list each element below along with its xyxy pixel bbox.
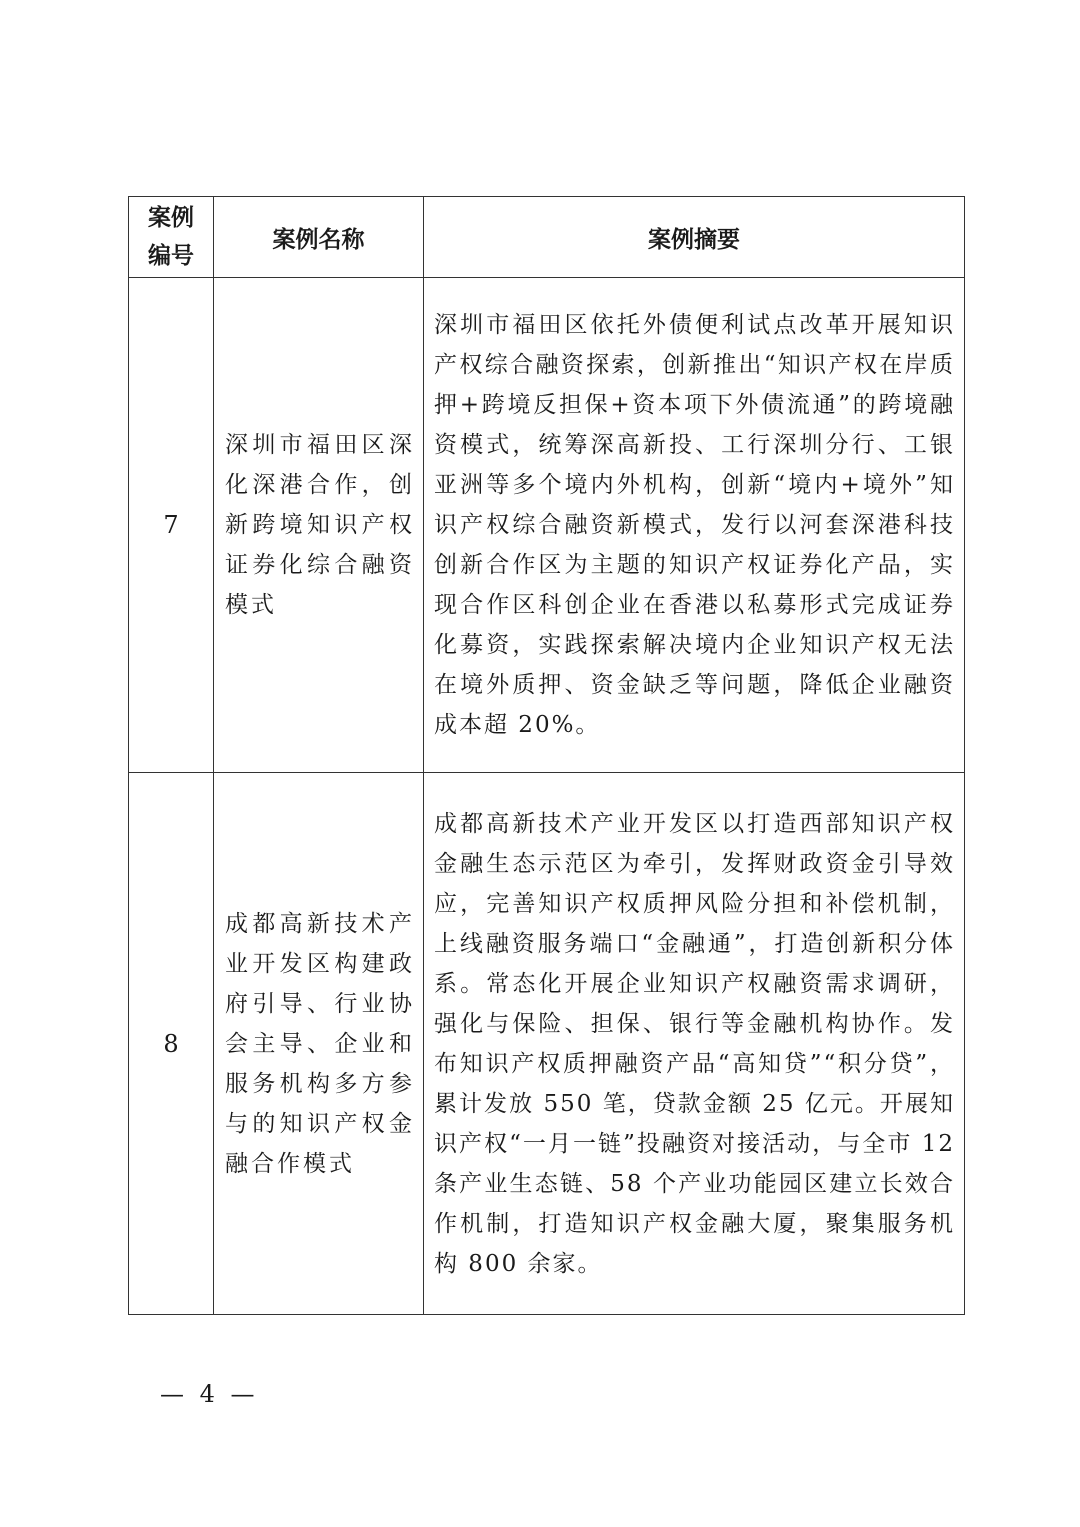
- table-header-row: [129, 197, 965, 278]
- case-summary-cell: 深圳市福田区依托外债便利试点改革开展知识产权综合融资探索，创新推出“知识产权在岸质押+跨境反担保+资本项下外债流通”的跨境融资模式，统筹深高新投、工行深圳分行、工银亚洲等多个境内外机构，创新“境内+境外”知识产权综合融资新模式，发行以河套深港科技创新合作区为主题的知识产权证券化产品，实现合作区科创企业在香港以私募形式完成证券化募资，实践探索解决境内企业知识产权无法在境外质押、资金缺乏等问题，降低企业融资成本超 20%。: [424, 278, 965, 773]
- case-table: [128, 196, 965, 1315]
- case-summary-cell: 成都高新技术产业开发区以打造西部知识产权金融生态示范区为牵引，发挥财政资金引导效应，完善知识产权质押风险分担和补偿机制，上线融资服务端口“金融通”，打造创新积分体系。常态化开展企业知识产权融资需求调研，强化与保险、担保、银行等金融机构协作。发布知识产权质押融资产品“高知贷”“积分贷”，累计发放 550 笔，贷款金额 25 亿元。开展知识产权“一月一链”投融资对接活动，与全市 12 条产业生态链、58 个产业功能园区建立长效合作机制，打造知识产权金融大厦，聚集服务机构 800 余家。: [424, 773, 965, 1315]
- table-row: [129, 278, 965, 773]
- page-number: — 4 —: [160, 1380, 259, 1408]
- header-case-summary: 案例摘要: [424, 197, 965, 278]
- case-number-cell: 7: [129, 278, 214, 773]
- header-case-number: 案例编号: [129, 197, 214, 278]
- table-row: [129, 773, 965, 1315]
- case-name-cell: 深圳市福田区深化深港合作，创新跨境知识产权证券化综合融资模式: [214, 278, 424, 773]
- case-name-cell: 成都高新技术产业开发区构建政府引导、行业协会主导、企业和服务机构多方参与的知识产权金融合作模式: [214, 773, 424, 1315]
- header-case-name: 案例名称: [214, 197, 424, 278]
- case-number-cell: 8: [129, 773, 214, 1315]
